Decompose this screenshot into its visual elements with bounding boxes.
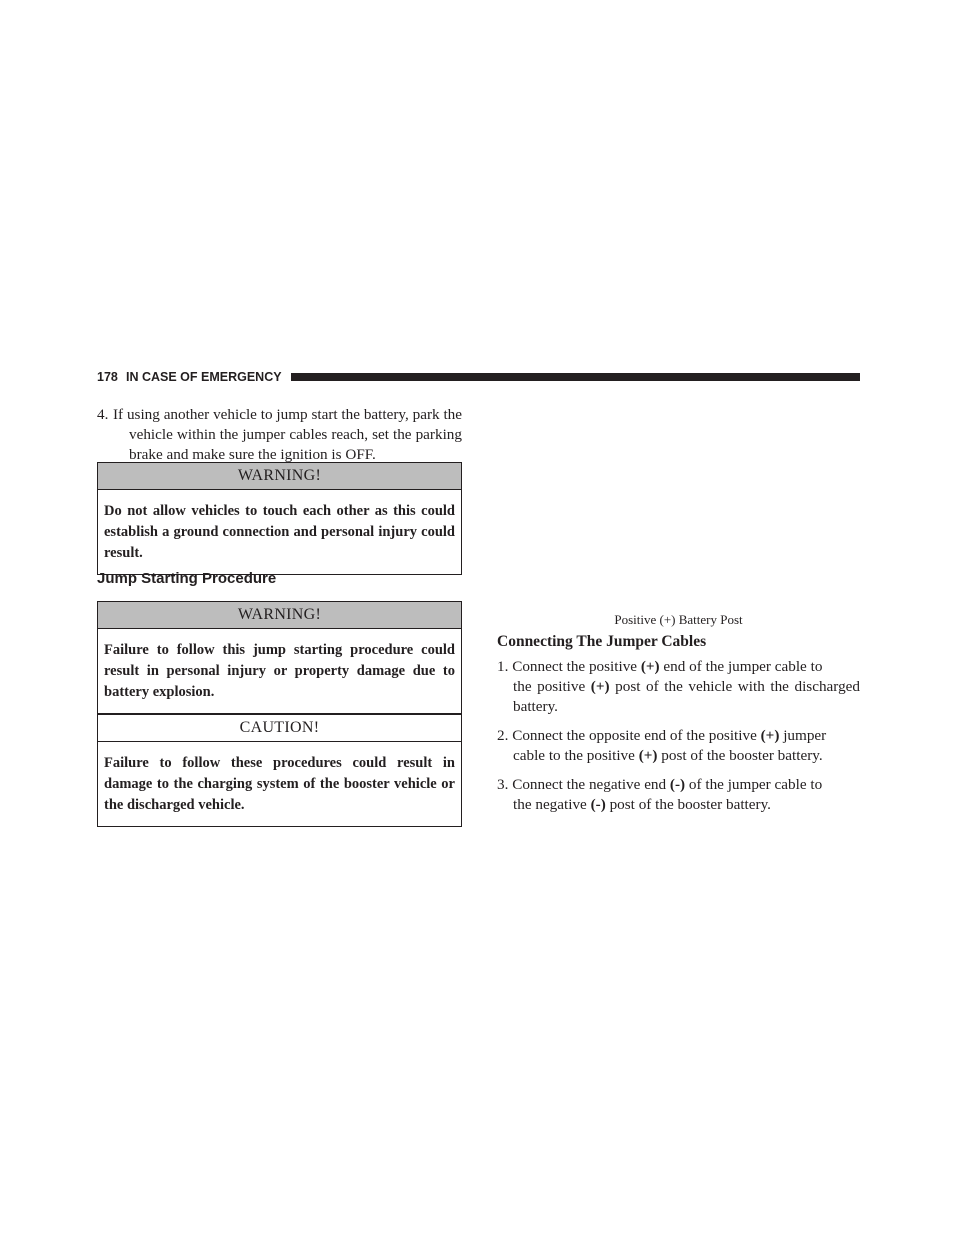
warning-title: WARNING! [98,602,461,629]
step-number: 4. [97,406,109,423]
caution-title: CAUTION! [98,715,461,742]
step-text: If using another vehicle to jump start the battery, park the vehicle within the jumper cables reach, set the parking brake and make sure the ignition is OFF. [113,406,462,463]
step-number: 2. [497,727,509,744]
warning-title: WARNING! [98,463,461,490]
step-text: post of the booster battery. [661,747,823,764]
step-2 [497,726,860,766]
caution-box [97,714,462,827]
step-text: jumper [783,727,827,744]
figure-caption: Positive (+) Battery Post [614,612,743,627]
polarity-label: (+) [638,747,658,764]
step-text: post of the booster battery. [609,796,771,813]
step-text: post of the vehicle with the discharged battery. [513,678,861,715]
step-text: Connect the negative end [512,776,667,793]
polarity-label: (+) [590,678,610,695]
caution-body: Failure to follow these procedures could result in damage to the charging system of the booster vehicle or the discharged vehicle. [104,755,455,813]
step-text: Connect the opposite end of the positive [512,727,757,744]
step-text: Connect the positive [512,658,638,675]
step-1 [497,657,860,717]
step-text: end of the jumper cable to [663,658,823,675]
battery-figure [497,369,860,609]
step-text: the negative [513,796,587,813]
page-number: 178 [97,370,118,384]
section-heading: Connecting The Jumper Cables [497,633,707,650]
step-3 [497,775,860,815]
section-heading: Jump Starting Procedure [97,570,277,587]
step-text: cable to the positive [513,747,635,764]
polarity-label: (+) [640,658,660,675]
warning-body: Do not allow vehicles to touch each other as this could establish a ground connection and personal injury could result. [104,503,455,561]
polarity-label: (+) [760,727,780,744]
polarity-label: (-) [669,776,686,793]
step-text: of the jumper cable to [688,776,823,793]
polarity-label: (-) [590,796,606,813]
warning-box [97,601,462,714]
step-number: 1. [497,658,509,675]
step-text: the positive [513,678,586,695]
step-number: 3. [497,776,509,793]
step-4 [97,405,462,465]
warning-body: Failure to follow this jump starting procedure could result in personal injury or property damage due to battery explosion. [104,642,455,700]
warning-box [97,462,462,575]
section-title: IN CASE OF EMERGENCY [126,370,282,384]
